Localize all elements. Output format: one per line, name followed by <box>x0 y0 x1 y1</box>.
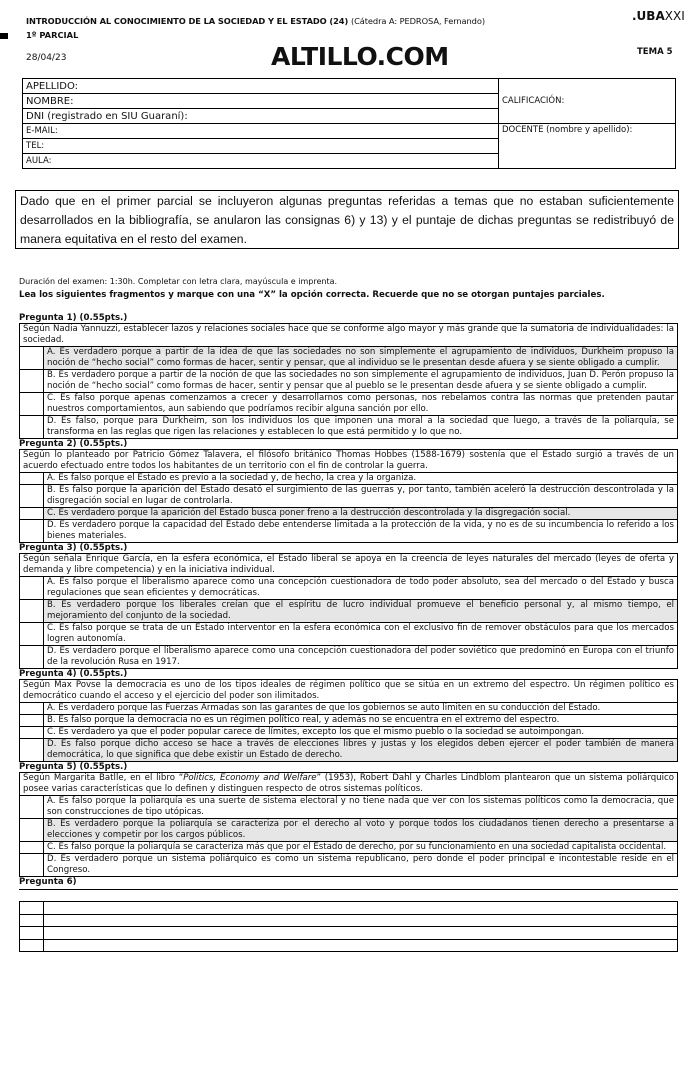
answer-checkbox[interactable] <box>20 854 44 876</box>
question-stem: Según señala Enrique García, en la esfera económica, el Estado liberal se apoya en la creencia de leyes naturales del mercado (leyes de oferta y demanda y libre competencia) y en la iniciativa individual. <box>19 553 678 577</box>
book-title: Politics, Economy and Welfare <box>183 773 317 783</box>
answer-option[interactable] <box>19 854 678 877</box>
answer-text: D. Es falso, porque para Durkheim, son los individuos los que imponen una moral a la sociedad que luego, a través de la poliarquía, se transforma en las reglas que rigen las relaciones y establecen lo que está permitido y lo que no. <box>47 416 674 437</box>
answer-checkbox[interactable] <box>20 473 44 484</box>
course-name: INTRODUCCIÓN AL CONOCIMIENTO DE LA SOCIEDAD Y EL ESTADO (24) <box>26 16 349 26</box>
answer-checkbox[interactable] <box>20 727 44 738</box>
answer-checkbox[interactable] <box>20 915 44 926</box>
header-marker <box>0 33 8 39</box>
answer-text: D. Es verdadero porque el liberalismo aparece como una concepción cuestionadora del poder soviético que predominó en Europa con el triunfo de la revolución Rusa en 1917. <box>47 646 674 667</box>
question-title: Pregunta 2) (0.55pts.) <box>19 439 128 449</box>
docente-field[interactable]: DOCENTE (nombre y apellido): <box>499 124 676 169</box>
course-title <box>26 16 485 26</box>
answer-text: C. Es falso porque la poliarquía se caracteriza más que por el Estado de derecho, por su funcionamiento en una sociedad capitalista occidental. <box>47 842 667 852</box>
answer-option[interactable] <box>19 347 678 370</box>
question-stem: Según Nadia Yannuzzi, establecer lazos y relaciones sociales hace que se conforme algo mayor y más grande que la sumatoria de individualidades: la sociedad. <box>19 323 678 347</box>
question-stem: Según lo planteado por Patricio Gómez Talavera, el filósofo británico Thomas Hobbes (1588-1679) sostenía que el Estado surgió a través de un acuerdo efectuado entre todos los habitantes de un territorio con el fin de controlar la guerra. <box>19 449 678 473</box>
question-title: Pregunta 3) (0.55pts.) <box>19 543 128 553</box>
answer-text: A. Es falso porque la poliarquía es una suerte de sistema electoral y no tiene nada que ver con los sistemas políticos como la democracia, que son construcciones de tipo utópicas. <box>47 796 674 817</box>
blank-answer-area <box>19 889 678 952</box>
answer-checkbox[interactable] <box>20 485 44 507</box>
exam-instructions: Lea los siguientes fragmentos y marque con una “X” la opción correcta. Recuerde que no se otorgan puntajes parciales. <box>19 290 605 300</box>
question-title: Pregunta 6) <box>19 877 77 887</box>
tema-label: TEMA 5 <box>637 47 673 57</box>
answer-checkbox[interactable] <box>20 370 44 392</box>
answer-option[interactable] <box>19 416 678 439</box>
student-info-table <box>22 78 676 169</box>
question-title: Pregunta 5) (0.55pts.) <box>19 762 128 772</box>
answer-text: B. Es verdadero porque a partir de la noción de que las sociedades no son simplemente el agrupamiento de individuos, Juan D. Perón propuso la noción de “hecho social” como formas de hacer, sentir y pensar que al pueblo se le presentan desde afuera y se siente obligado a cumplir. <box>47 370 674 391</box>
answer-option[interactable] <box>19 715 678 727</box>
answer-checkbox[interactable] <box>20 703 44 714</box>
answer-checkbox[interactable] <box>20 927 44 938</box>
answer-option[interactable] <box>19 473 678 485</box>
answer-text: D. Es verdadero porque la capacidad del Estado debe entenderse limitada a la protección de la vida, y no es de su incumbencia lo referido a los bienes materiales. <box>47 520 674 541</box>
uba-text: .UBA <box>632 9 665 23</box>
catedra: (Cátedra A: PEDROSA, Fernando) <box>350 16 485 26</box>
answer-option[interactable] <box>19 796 678 819</box>
blank-row <box>19 890 678 902</box>
answer-checkbox[interactable] <box>20 577 44 599</box>
answer-text: B. Es verdadero porque los liberales creían que el espíritu de lucro individual promueve el beneficio personal y, al mismo tiempo, el mejoramiento del conjunto de la sociedad. <box>44 600 677 622</box>
calificacion-field[interactable]: CALIFICACIÓN: <box>499 79 676 124</box>
answer-text: B. Es falso porque la aparición del Estado desató el surgimiento de las guerras y, por tanto, también aceleró la destrucción descontrolada y la disgregación social en lugar de controlarla. <box>47 485 674 506</box>
brand-watermark: ALTILLO.COM <box>271 42 449 71</box>
dni-field[interactable]: DNI (registrado en SIU Guaraní): <box>23 109 499 124</box>
answer-text: B. Es verdadero porque la poliarquía se caracteriza por el derecho al voto y porque todos los ciudadanos tienen derecho a presentarse a elecciones y competir por los cargos públicos. <box>44 819 677 841</box>
answer-text: B. Es falso porque la democracia no es un régimen político real, y además no se encuentra en el extremo del espectro. <box>47 715 560 725</box>
notice-box: Dado que en el primer parcial se incluyeron algunas preguntas referidas a temas que no estaban suficientemente desarrollados en la bibliografía, se anularon las consignas 6) y 13) y el puntaje de dichas preguntas se redistribuyó de manera equitativa en el resto del examen. <box>15 190 679 249</box>
answer-option[interactable] <box>19 623 678 646</box>
answer-text: A. Es falso porque el Estado es previo a la sociedad y, de hecho, la crea y la organiza. <box>47 473 417 483</box>
answer-checkbox[interactable] <box>20 600 44 622</box>
apellido-field[interactable]: APELLIDO: <box>23 79 499 94</box>
blank-row[interactable] <box>19 927 678 939</box>
answer-checkbox[interactable] <box>20 715 44 726</box>
answer-checkbox[interactable] <box>20 842 44 853</box>
answer-checkbox[interactable] <box>20 819 44 841</box>
answer-checkbox[interactable] <box>20 902 44 913</box>
answer-text: D. Es verdadero porque un sistema poliárquico es como un sistema republicano, pero donde el poder principal e incontestable reside en el Congreso. <box>47 854 674 875</box>
answer-text: A. Es verdadero porque las Fuerzas Armadas son las garantes de que los gobiernos se auto limiten en su conducción del Estado. <box>47 703 601 713</box>
answer-option[interactable] <box>19 842 678 854</box>
answer-option[interactable] <box>19 600 678 623</box>
blank-row[interactable] <box>19 940 678 952</box>
uba-logo <box>632 9 685 23</box>
answer-option[interactable] <box>19 577 678 600</box>
question-stem: Según Max Povse la democracia es uno de los tipos ideales de régimen político que se sitúa en un extremo del espectro. Un régimen político es democrático cuando el acceso y el ejercicio del poder son ilimitados. <box>19 679 678 703</box>
answer-option[interactable] <box>19 508 678 520</box>
stem-text: Según Margarita Batlle, en el libro “ <box>23 773 184 783</box>
answer-text: C. Es verdadero porque la aparición del Estado busca poner freno a la destrucción descontrolada y la disgregación social. <box>44 508 677 519</box>
questions-area <box>19 313 678 952</box>
blank-row[interactable] <box>19 915 678 927</box>
blank-row[interactable] <box>19 902 678 914</box>
tel-field[interactable]: TEL: <box>23 139 499 154</box>
parcial-label: 1º PARCIAL <box>26 30 79 40</box>
aula-field[interactable]: AULA: <box>23 154 499 169</box>
stem-text: ” (1953), Robert Dahl y Charles Lindblom plantearon que un sistema poliárquico posee varias características que lo definen y distinguen respecto de otros sistemas políticos. <box>23 773 674 794</box>
answer-checkbox[interactable] <box>20 416 44 438</box>
answer-checkbox[interactable] <box>20 508 44 519</box>
exam-date: 28/04/23 <box>26 53 67 63</box>
answer-option[interactable] <box>19 485 678 508</box>
answer-option[interactable] <box>19 703 678 715</box>
answer-checkbox[interactable] <box>20 520 44 542</box>
uba-xxi-text: XXI <box>664 9 685 23</box>
answer-option[interactable] <box>19 393 678 416</box>
answer-option[interactable] <box>19 739 678 762</box>
answer-option[interactable] <box>19 370 678 393</box>
answer-text: A. Es verdadero porque a partir de la idea de que las sociedades no son simplemente el agrupamiento de individuos, Durkheim propuso la noción de “hecho social” como formas de hacer, sentir y pensar, que al individuo se le presentan desde afuera y se siente obligado a cumplir. <box>44 347 677 369</box>
answer-checkbox[interactable] <box>20 347 44 369</box>
question-title: Pregunta 1) (0.55pts.) <box>19 313 128 323</box>
answer-text: D. Es falso porque dicho acceso se hace a través de elecciones libres y justas y los elegidos deben ejercer el poder también de manera democrática, lo que significa que debe existir un Estado de derecho. <box>44 739 677 761</box>
answer-checkbox[interactable] <box>20 739 44 761</box>
question-stem <box>19 772 678 796</box>
answer-checkbox[interactable] <box>20 796 44 818</box>
answer-option[interactable] <box>19 819 678 842</box>
answer-text: C. Es falso porque se trata de un Estado interventor en la esfera económica con el exclusivo fin de remover obstáculos para que los mercados logren autonomía. <box>47 623 674 644</box>
answer-checkbox[interactable] <box>20 393 44 415</box>
answer-option[interactable] <box>19 520 678 543</box>
answer-option[interactable] <box>19 727 678 739</box>
answer-text: C. Es falso porque apenas comenzamos a crecer y desarrollarnos como personas, nos rebelamos contra las normas que pretenden pautar nuestros comportamientos, aun sabiendo que podríamos recibir alguna sanción por ello. <box>47 393 674 414</box>
answer-checkbox[interactable] <box>20 623 44 645</box>
exam-duration: Duración del examen: 1:30h. Completar con letra clara, mayúscula e imprenta. <box>19 277 338 286</box>
answer-text: C. Es verdadero ya que el poder popular carece de límites, excepto los que el mismo pueblo o la sociedad se autoimpongan. <box>47 727 585 737</box>
answer-option[interactable] <box>19 646 678 669</box>
answer-checkbox[interactable] <box>20 646 44 668</box>
answer-checkbox[interactable] <box>20 940 44 951</box>
nombre-field[interactable]: NOMBRE: <box>23 94 499 109</box>
question-title: Pregunta 4) (0.55pts.) <box>19 669 128 679</box>
email-field[interactable]: E-MAIL: <box>23 124 499 139</box>
answer-text: A. Es falso porque el liberalismo aparece como una concepción cuestionadora de todo poder absoluto, sea del mercado o del Estado y busca regulaciones que sean eficientes y democráticas. <box>47 577 674 598</box>
